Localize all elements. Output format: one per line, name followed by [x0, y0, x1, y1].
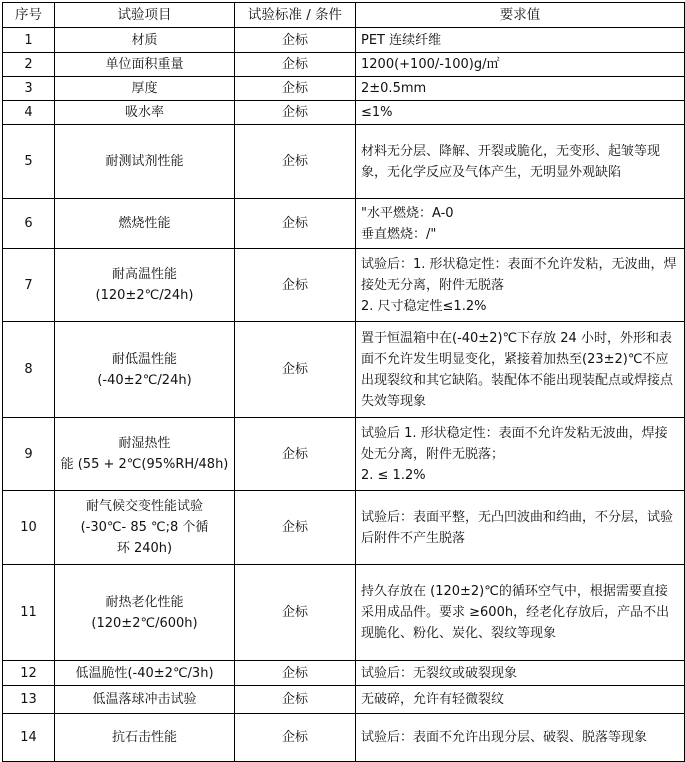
row-no: 14	[3, 714, 55, 762]
row-requirement: PET 连续纤维	[356, 28, 685, 53]
row-standard: 企标	[235, 418, 356, 491]
table-row	[3, 565, 685, 661]
row-standard: 企标	[235, 322, 356, 418]
header-item: 试验项目	[55, 3, 235, 28]
table-row	[3, 53, 685, 77]
row-item: 低温脆性(-40±2℃/3h)	[55, 661, 235, 686]
row-requirement: 试验后：表面平整，无凸凹波曲和绉曲，不分层，试验后附件不产生脱落	[356, 491, 685, 565]
row-no: 6	[3, 199, 55, 249]
header-requirement: 要求值	[356, 3, 685, 28]
row-no: 1	[3, 28, 55, 53]
row-no: 2	[3, 53, 55, 77]
row-requirement: 2±0.5mm	[356, 77, 685, 101]
row-standard: 企标	[235, 125, 356, 199]
row-standard: 企标	[235, 565, 356, 661]
table-row	[3, 322, 685, 418]
row-item: 燃烧性能	[55, 199, 235, 249]
row-item: 单位面积重量	[55, 53, 235, 77]
row-item: 材质	[55, 28, 235, 53]
row-item: 耐测试剂性能	[55, 125, 235, 199]
row-item: 耐高温性能 (120±2℃/24h)	[55, 249, 235, 322]
row-requirement: 试验后 1. 形状稳定性：表面不允许发粘无波曲，焊接处无分离，附件无脱落； 2. ≤ 1.2%	[356, 418, 685, 491]
row-standard: 企标	[235, 491, 356, 565]
row-item: 抗石击性能	[55, 714, 235, 762]
header-row	[3, 3, 685, 28]
row-standard: 企标	[235, 101, 356, 125]
row-item: 吸水率	[55, 101, 235, 125]
row-requirement: ≤1%	[356, 101, 685, 125]
row-no: 10	[3, 491, 55, 565]
row-no: 7	[3, 249, 55, 322]
table-row	[3, 28, 685, 53]
row-no: 12	[3, 661, 55, 686]
row-no: 13	[3, 686, 55, 714]
table-row	[3, 418, 685, 491]
row-item: 耐低温性能 (-40±2℃/24h)	[55, 322, 235, 418]
header-standard: 试验标准 / 条件	[235, 3, 356, 28]
row-requirement: 置于恒温箱中在(-40±2)℃下存放 24 小时，外形和表面不允许发生明显变化，紧接着加热至(23±2)℃不应出现裂纹和其它缺陷。装配体不能出现装配点或焊接点失效等现象	[356, 322, 685, 418]
header-no: 序号	[3, 3, 55, 28]
table-row	[3, 661, 685, 686]
table-row	[3, 125, 685, 199]
row-item: 厚度	[55, 77, 235, 101]
row-standard: 企标	[235, 686, 356, 714]
row-standard: 企标	[235, 714, 356, 762]
row-no: 4	[3, 101, 55, 125]
table-row	[3, 491, 685, 565]
table-row	[3, 714, 685, 762]
row-requirement: 持久存放在 (120±2)℃的循环空气中，根据需要直接采用成品件。要求 ≥600h，经老化存放后，产品不出现脆化、粉化、炭化、裂纹等现象	[356, 565, 685, 661]
row-item: 耐气候交变性能试验 (-30℃- 85 ℃;8 个循 环 240h)	[55, 491, 235, 565]
row-no: 8	[3, 322, 55, 418]
table-row	[3, 77, 685, 101]
row-standard: 企标	[235, 77, 356, 101]
row-item: 耐湿热性 能 (55 + 2℃(95%RH/48h)	[55, 418, 235, 491]
row-no: 5	[3, 125, 55, 199]
row-standard: 企标	[235, 249, 356, 322]
row-no: 3	[3, 77, 55, 101]
row-requirement: "水平燃烧：A-0 垂直燃烧：/"	[356, 199, 685, 249]
row-standard: 企标	[235, 53, 356, 77]
row-standard: 企标	[235, 28, 356, 53]
row-requirement: 材料无分层、降解、开裂或脆化，无变形、起皱等现象，无化学反应及气体产生，无明显外观缺陷	[356, 125, 685, 199]
table-row	[3, 101, 685, 125]
row-item: 耐热老化性能 (120±2℃/600h)	[55, 565, 235, 661]
table-row	[3, 686, 685, 714]
row-standard: 企标	[235, 661, 356, 686]
row-requirement: 试验后：无裂纹或破裂现象	[356, 661, 685, 686]
row-item: 低温落球冲击试验	[55, 686, 235, 714]
spec-table	[2, 2, 685, 762]
row-requirement: 试验后：1. 形状稳定性：表面不允许发粘，无波曲，焊接处无分离，附件无脱落 2. 尺寸稳定性≤1.2%	[356, 249, 685, 322]
row-requirement: 1200(+100/-100)g/㎡	[356, 53, 685, 77]
row-requirement: 无破碎，允许有轻微裂纹	[356, 686, 685, 714]
row-requirement: 试验后：表面不允许出现分层、破裂、脱落等现象	[356, 714, 685, 762]
row-no: 9	[3, 418, 55, 491]
row-standard: 企标	[235, 199, 356, 249]
table-row	[3, 199, 685, 249]
table-row	[3, 249, 685, 322]
row-no: 11	[3, 565, 55, 661]
